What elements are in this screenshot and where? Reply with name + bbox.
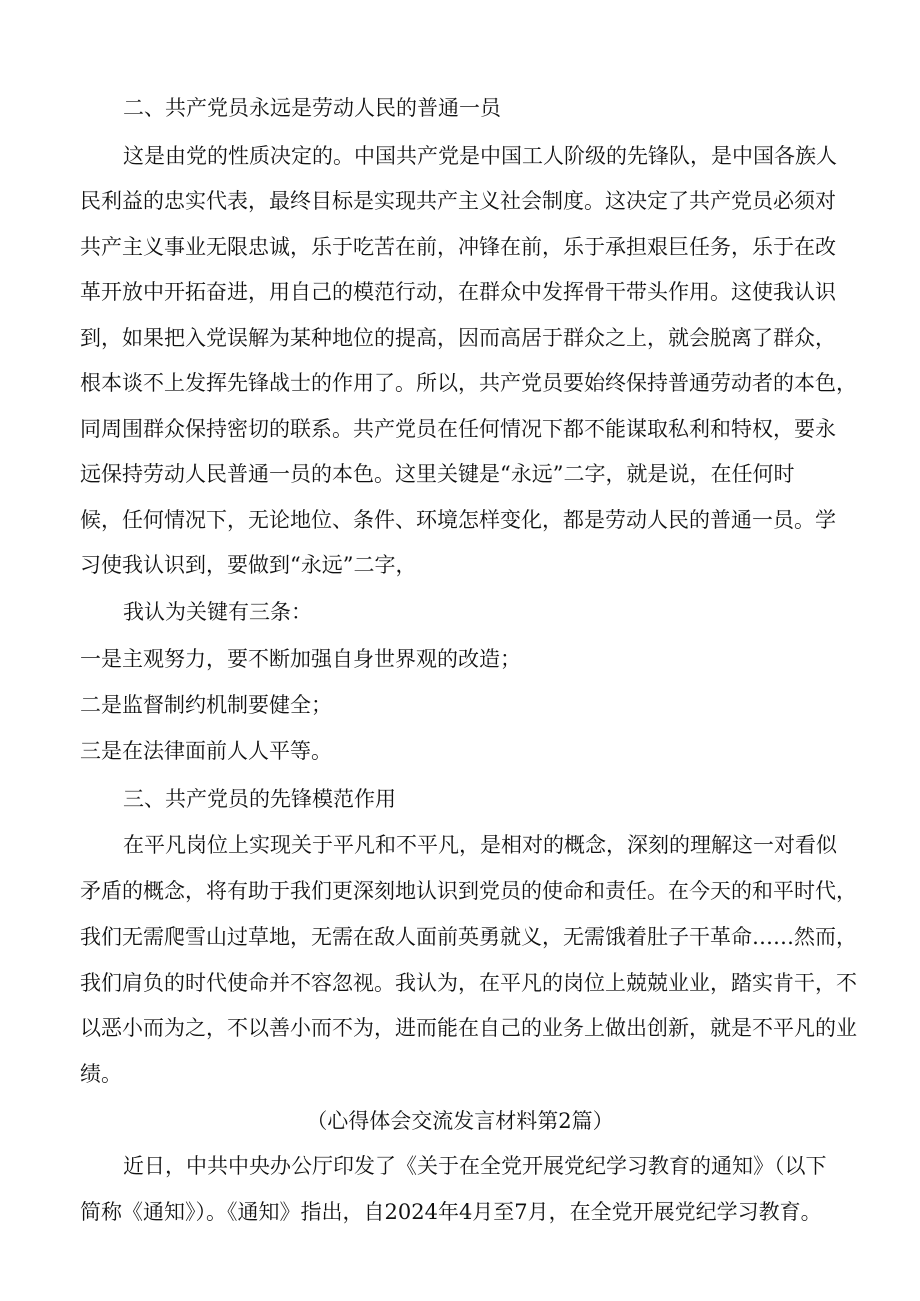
text-line: 以恶小而为之，不以善小而不为，进而能在自己的业务上做出创新，就是不平凡的业 [80,1016,857,1040]
key-points-intro: 我认为关键有三条： [123,600,312,624]
text-line: 简称《通知》）。《通知》指出，自2024年4月至7月，在全党开展党纪学习教育。 [80,1200,822,1224]
text-line: 民利益的忠实代表，最终目标是实现共产主义社会制度。这决定了共产党员必须对 [80,189,836,213]
text-line: 共产主义事业无限忠诚，乐于吃苦在前，冲锋在前，乐于承担艰巨任务，乐于在改 [80,235,836,259]
key-point-item: 二是监督制约机制要健全； [80,693,332,717]
text-line: 绩。 [80,1062,122,1086]
text-line: 候，任何情况下，无论地位、条件、环境怎样变化，都是劳动人民的普通一员。学 [80,508,836,532]
text-line: 远保持劳动人民普通一员的本色。这里关键是“永远”二字，就是说，在任何时 [80,462,795,486]
text-line: 习使我认识到，要做到“永远”二字， [80,553,417,577]
text-line: 同周围群众保持密切的联系。共产党员在任何情况下都不能谋取私利和特权，要永 [80,417,836,441]
text-line: 我们肩负的时代使命并不容忽视。我认为，在平凡的岗位上兢兢业业，踏实肯干，不 [80,971,857,995]
text-line: 这是由党的性质决定的。中国共产党是中国工人阶级的先锋队，是中国各族人 [123,144,837,168]
text-line: 我们无需爬雪山过草地，无需在敌人面前英勇就义，无需饿着肚子干革命……然而， [80,925,857,949]
key-point-item: 一是主观努力，要不断加强自身世界观的改造； [80,647,521,671]
text-line: 到，如果把入党误解为某种地位的提高，因而高居于群众之上，就会脱离了群众， [80,326,836,350]
text-line: 根本谈不上发挥先锋战士的作用了。所以，共产党员要始终保持普通劳动者的本色， [80,371,857,395]
text-line: 近日，中共中央办公厅印发了《关于在全党开展党纪学习教育的通知》（以下 [123,1154,827,1178]
section-title: （心得体会交流发言材料第2篇） [306,1109,614,1133]
text-line: 在平凡岗位上实现关于平凡和不平凡，是相对的概念，深刻的理解这一对看似 [123,833,837,857]
section-heading-2: 二、共产党员永远是劳动人民的普通一员 [123,96,501,120]
text-line: 革开放中开拓奋进，用自己的模范行动，在群众中发挥骨干带头作用。这使我认识 [80,280,836,304]
key-point-item: 三是在法律面前人人平等。 [80,739,332,763]
section-heading-3: 三、共产党员的先锋模范作用 [123,787,396,811]
text-line: 矛盾的概念，将有助于我们更深刻地认识到党员的使命和责任。在今天的和平时代， [80,879,857,903]
